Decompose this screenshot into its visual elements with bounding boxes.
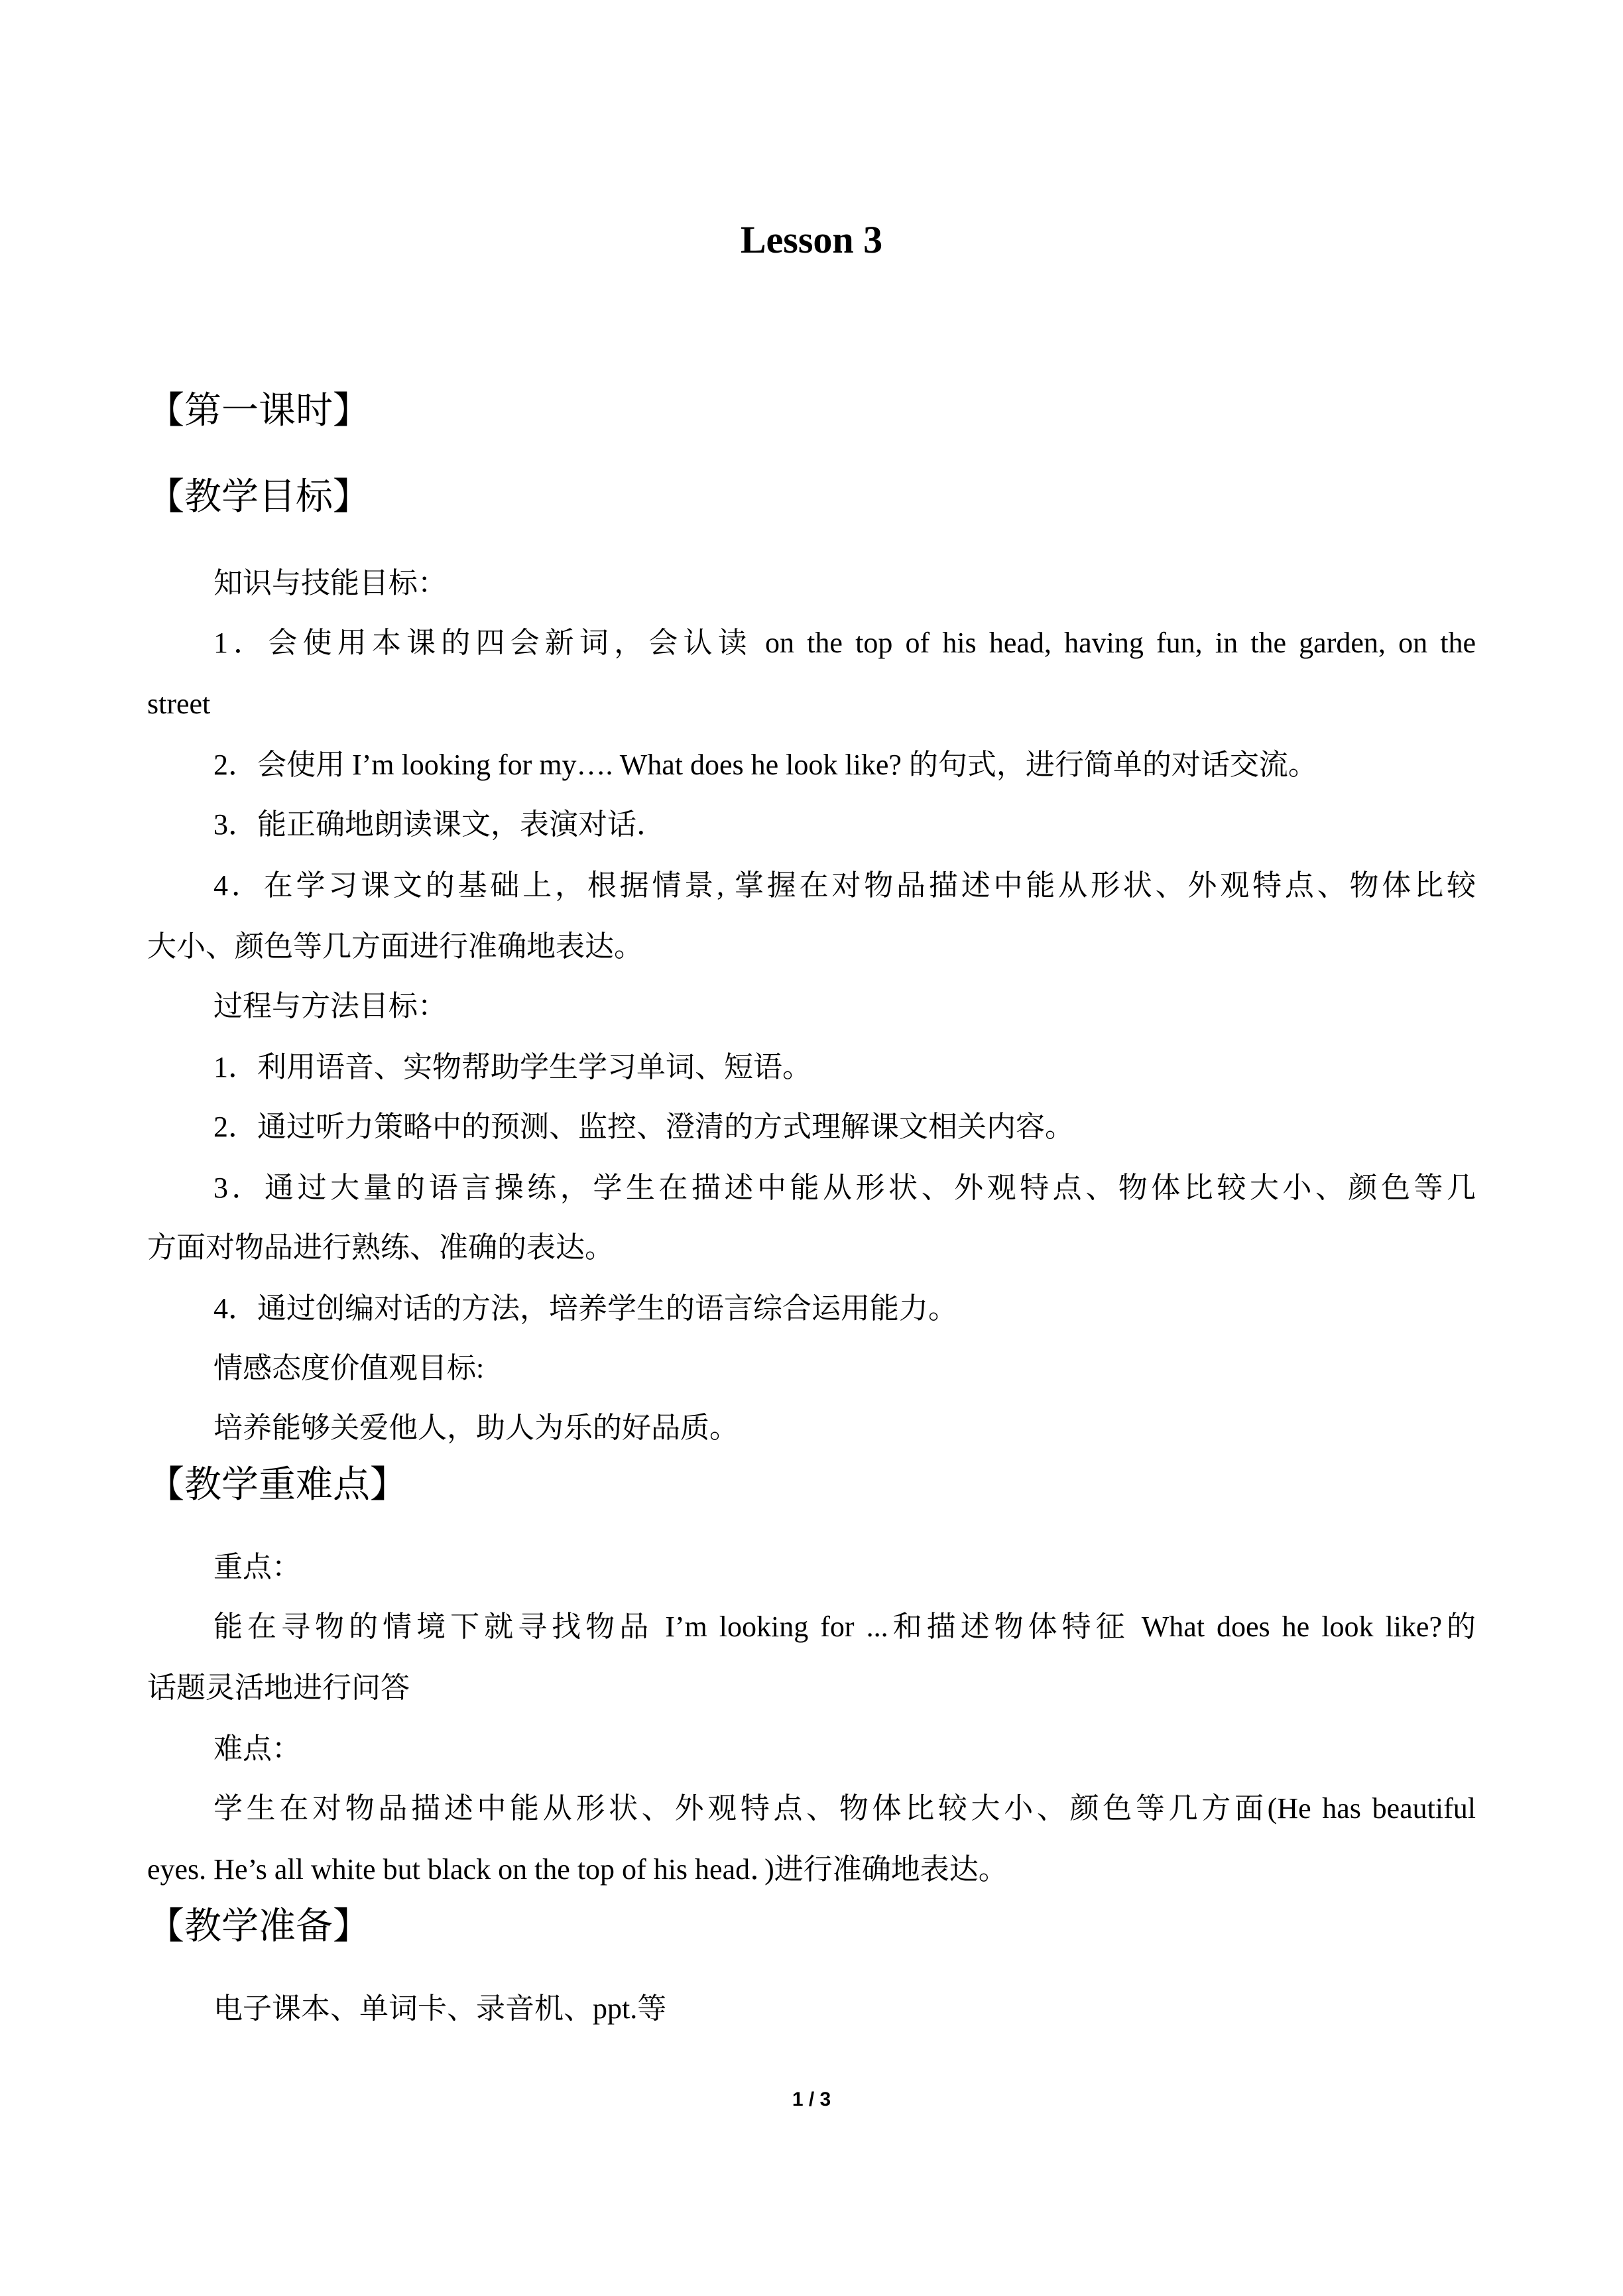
difficulty-label: 难点： [213, 1732, 301, 1765]
knowledge-item-1-cont: street [147, 688, 211, 720]
focus-text: 能在寻物的情境下就寻找物品 I’m looking for ...和描述物体特征 What does he look like?的 [213, 1610, 1476, 1643]
preparation-text: 电子课本、单词卡、录音机、ppt.等 [213, 1992, 667, 2025]
process-item-4: 4．通过创编对话的方法，培养学生的语言综合运用能力。 [213, 1292, 957, 1325]
heading-key-points: 【教学重难点】 [147, 1463, 407, 1506]
process-label: 过程与方法目标： [213, 990, 447, 1022]
emotion-item: 培养能够关爱他人，助人为乐的好品质。 [213, 1412, 739, 1444]
knowledge-item-1: 1．会使用本课的四会新词，会认读 on the top of his head, having fun, in the garden, on the [213, 627, 1476, 659]
page-number: 1 / 3 [792, 2088, 831, 2110]
knowledge-label: 知识与技能目标： [213, 567, 447, 599]
knowledge-item-3: 3．能正确地朗读课文，表演对话． [213, 808, 666, 841]
process-item-1: 1．利用语音、实物帮助学生学习单词、短语。 [213, 1051, 812, 1083]
knowledge-item-4-cont: 大小、颜色等几方面进行准确地表达。 [147, 930, 643, 963]
knowledge-item-2: 2．会使用 I’m looking for my…. What does he look like? 的句式，进行简单的对话交流。 [213, 749, 1317, 781]
heading-preparation: 【教学准备】 [147, 1905, 370, 1948]
heading-period: 【第一课时】 [147, 389, 370, 432]
difficulty-text-cont: eyes. He’s all white but black on the top of his head．)进行准确地表达。 [147, 1853, 1008, 1886]
emotion-label: 情感态度价值观目标: [213, 1352, 485, 1384]
process-item-3: 3．通过大量的语言操练，学生在描述中能从形状、外观特点、物体比较大小、颜色等几 [213, 1172, 1476, 1204]
process-item-2: 2．通过听力策略中的预测、监控、澄清的方式理解课文相关内容。 [213, 1111, 1074, 1143]
focus-text-cont: 话题灵活地进行问答 [147, 1671, 410, 1704]
knowledge-item-4: 4．在学习课文的基础上，根据情景, 掌握在对物品描述中能从形状、外观特点、物体比较 [213, 869, 1476, 902]
lesson-title: Lesson 3 [740, 218, 883, 261]
difficulty-text: 学生在对物品描述中能从形状、外观特点、物体比较大小、颜色等几方面(He has beautiful [213, 1792, 1476, 1825]
heading-objectives: 【教学目标】 [147, 475, 370, 518]
focus-label: 重点： [213, 1551, 301, 1583]
process-item-3-cont: 方面对物品进行熟练、准确的表达。 [147, 1231, 614, 1264]
